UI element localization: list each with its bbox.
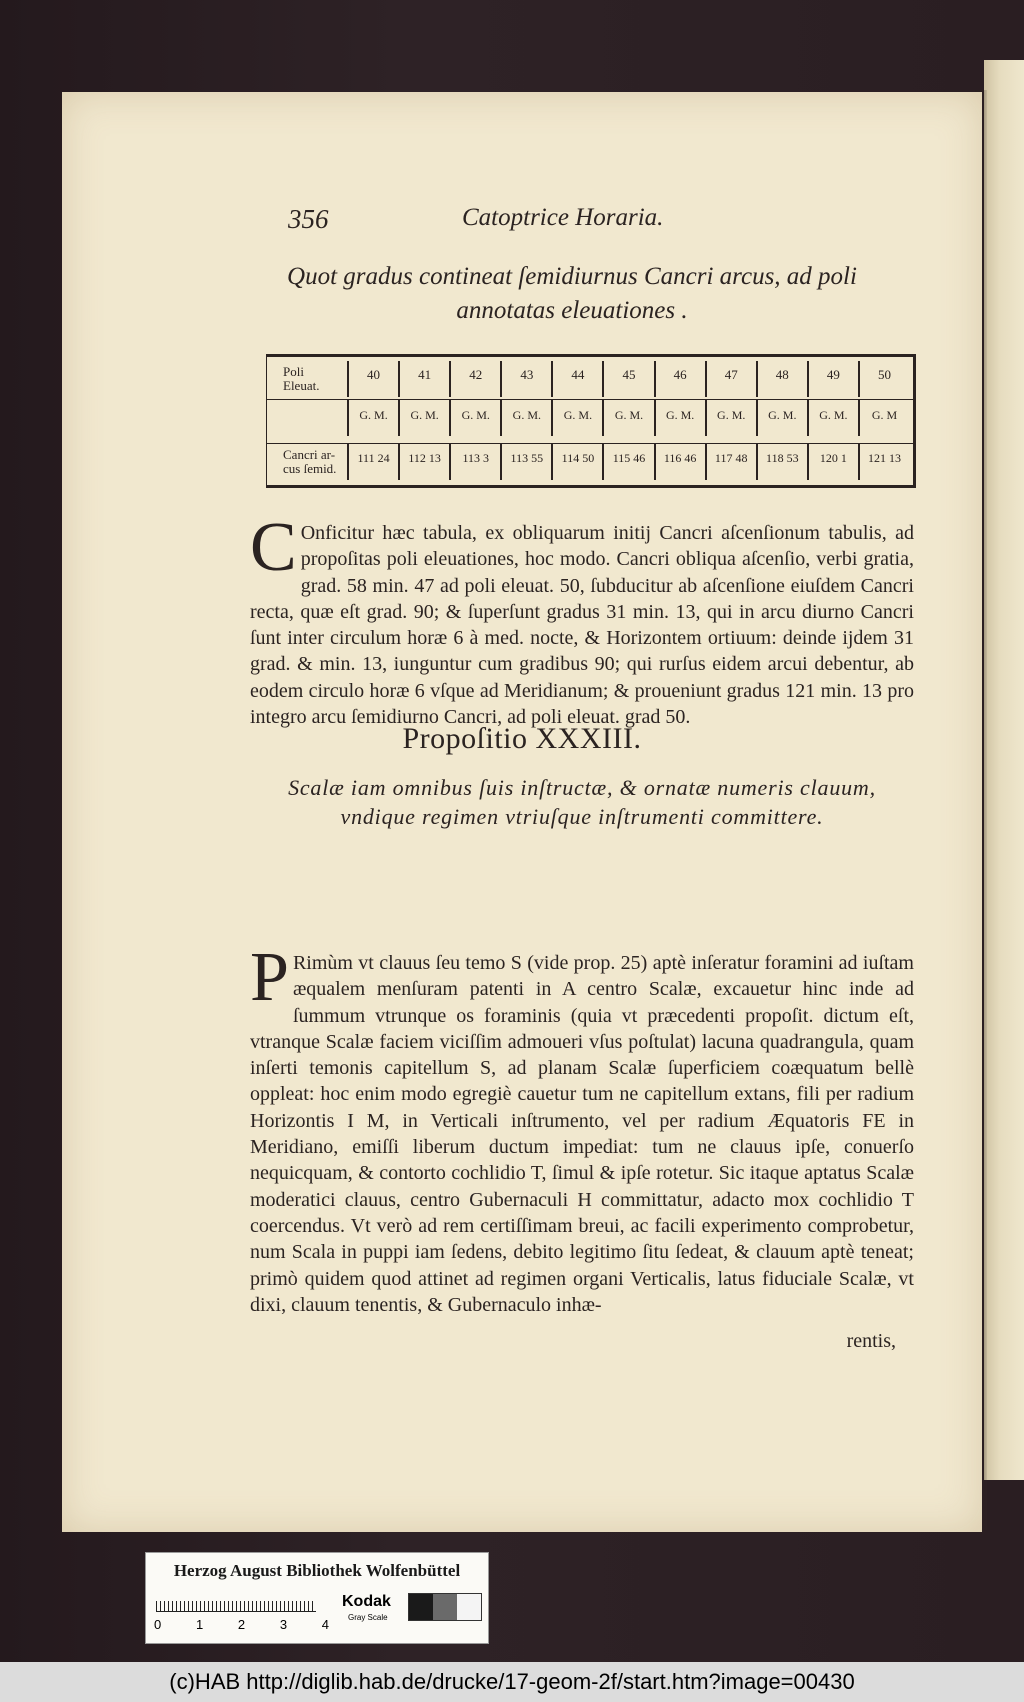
table-cell-unit: G. M. [500,400,551,436]
table-cell-unit: G. M. [449,400,500,436]
semidiurnal-arc-table [266,354,916,488]
table-cell-elevation: 44 [551,361,602,397]
table-cell-elevation: 42 [449,361,500,397]
adjacent-page-edge [984,60,1024,1480]
proposition-subtitle: Scalæ iam omnibus ſuis inſtructæ, & ornatæ numeris clauum, vndique regimen vtriuſque inſtrumenti committere. [288,775,876,829]
table-cell-arc: 116 46 [654,444,705,480]
kodak-logo: Kodak [342,1593,391,1610]
table-cell-unit: G. M. [551,400,602,436]
row-label-elevation: Poli Eleuat. [283,364,320,393]
table-cell-unit: G. M. [807,400,858,436]
chart-library-title: Herzog August Bibliothek Wolfenbüttel [173,1561,461,1580]
ruler-scale [156,1591,316,1612]
table-cell-arc: 115 46 [602,444,653,480]
table-cell-unit: G. M. [347,400,398,436]
swatch-white [457,1594,481,1620]
table-cell-arc: 113 55 [500,444,551,480]
table-row-arc [267,443,913,480]
table-cell-elevation: 49 [807,361,858,397]
dropcap-c: C [250,509,297,586]
table-cell-arc: 111 24 [347,444,398,480]
table-cell-arc: 121 13 [858,444,909,480]
table-cell-elevation: 47 [705,361,756,397]
table-cell-unit: G. M. [602,400,653,436]
paragraph1-text: Onficitur hæc tabula, ex obliquarum initij Cancri aſcenſionum tabulis, ad propoſitas poli eleuationes, hoc modo. Cancri obliqua aſcenſio, verbi gratia, grad. 58 min. 47 ad poli eleuat. 50, ſubducitur ab aſcenſione eiuſdem Cancri recta, quæ eſt grad. 90; & ſuperſunt gradus 31 min. 13, qui in arcu diurno Cancri ſunt inter circulum horæ 6 à med. nocte, & Horizontem ortiuum: deinde ijdem 31 grad. & min. 13, iunguntur cum gradibus 90; qui rurſus eidem arcui debentur, ab eodem circulo horæ 6 vſque ad Meridianum; & proueniunt gradus 121 min. 13 pro integro arcu ſemidiurno Cancri, ad poli eleuat. grad 50. [250,522,914,729]
paragraph-table-explanation [250,509,914,730]
table-cell-elevation: 46 [654,361,705,397]
table-cell-arc: 114 50 [551,444,602,480]
table-cell-elevation: 50 [858,361,909,397]
table-row-elevation [267,361,913,397]
copyright-footer: (c)HAB http://diglib.hab.de/drucke/17-geom-2f/start.htm?image=00430 [0,1662,1024,1702]
table-cell-arc: 117 48 [705,444,756,480]
table-cell-elevation: 45 [602,361,653,397]
swatch-black [409,1594,433,1620]
proposition-heading: Propoſitio XXXIII. [402,722,642,755]
table-cell-unit: G. M [858,400,909,436]
unit-cells [347,400,909,436]
gray-swatches [408,1593,482,1621]
ruler-number: 1 [195,1617,204,1632]
table-cell-elevation: 48 [756,361,807,397]
gray-scale-label: Gray Scale [348,1613,388,1622]
table-cell-arc: 112 13 [398,444,449,480]
elevation-cells [347,361,909,397]
page-number: 356 [288,204,329,234]
row-label-arc: Cancri ar- cus ſemid. [283,447,337,476]
ruler-number: 3 [279,1617,288,1632]
table-cell-arc: 118 53 [756,444,807,480]
paragraph2-text: Rimùm vt clauus ſeu temo S (vide prop. 25) aptè inſeratur foramini ad iuſtam æqualem menſuram patenti in A centro Scalæ, excauetur hinc inde ad ſummum vtrunque os foraminis (quia vt præcedenti propoſit. dictum eſt, vtranque Scalæ faciem viciſſim admoueri vſus poſtulat) lacuna quadrangula, quam inſerti temonis capitellum S, ad planam Scalæ ſuperficiem coæquatum bellè oppleat: hoc enim modo egregiè cauetur tum ne capitellum extans, fili per radium Horizontis I M, in Verticali inſtrumento, vel per radium Æquatoris FE in Meridiano, emiſſi liberum ductum impediat: tum ne clauus ipſe, conuerſo nequicquam, & contorto cochlidio T, ſimul & ipſe rotetur. Sic itaque aptatus Scalæ moderatici clauus, centro Gubernaculi H committatur, adacto mox cochlidio T coercendus. Vt verò ad rem certiſſimam breui, ac facili experimento comprobetur, num Scala in puppi iam ſedens, debito legitimo ſitu ſedeat, & clauum aptè teneat; primò quidem quod attinet ad regimen organi Verticalis, latus fiduciale Scalæ, vt dixi, clauum tenentis, & Gubernaculo inhæ- [250,952,914,1316]
table-title: Quot gradus contineat ſemidiurnus Cancri arcus, ad poli annotatas eleuationes . [287,263,857,324]
table-cell-arc: 113 3 [449,444,500,480]
table-cell-elevation: 40 [347,361,398,397]
table-cell-unit: G. M. [398,400,449,436]
swatch-gray [433,1594,457,1620]
color-calibration-chart [145,1552,489,1644]
ruler-number: 4 [321,1617,329,1632]
table-row-units [267,399,913,436]
table-cell-unit: G. M. [756,400,807,436]
ruler-number: 2 [237,1617,246,1632]
arc-cells [347,444,909,480]
table-cell-arc: 120 1 [807,444,858,480]
ruler-numbers [154,1617,329,1632]
book-page [62,92,982,1532]
ruler-number: 0 [154,1617,162,1632]
table-cell-elevation: 43 [500,361,551,397]
paragraph-proposition [250,939,914,1318]
running-head [62,204,982,244]
running-title: Catoptrice Horaria. [462,204,664,231]
table-cell-unit: G. M. [705,400,756,436]
catchword: rentis, [846,1330,896,1352]
table-cell-unit: G. M. [654,400,705,436]
dropcap-p: P [250,939,289,1016]
table-cell-elevation: 41 [398,361,449,397]
